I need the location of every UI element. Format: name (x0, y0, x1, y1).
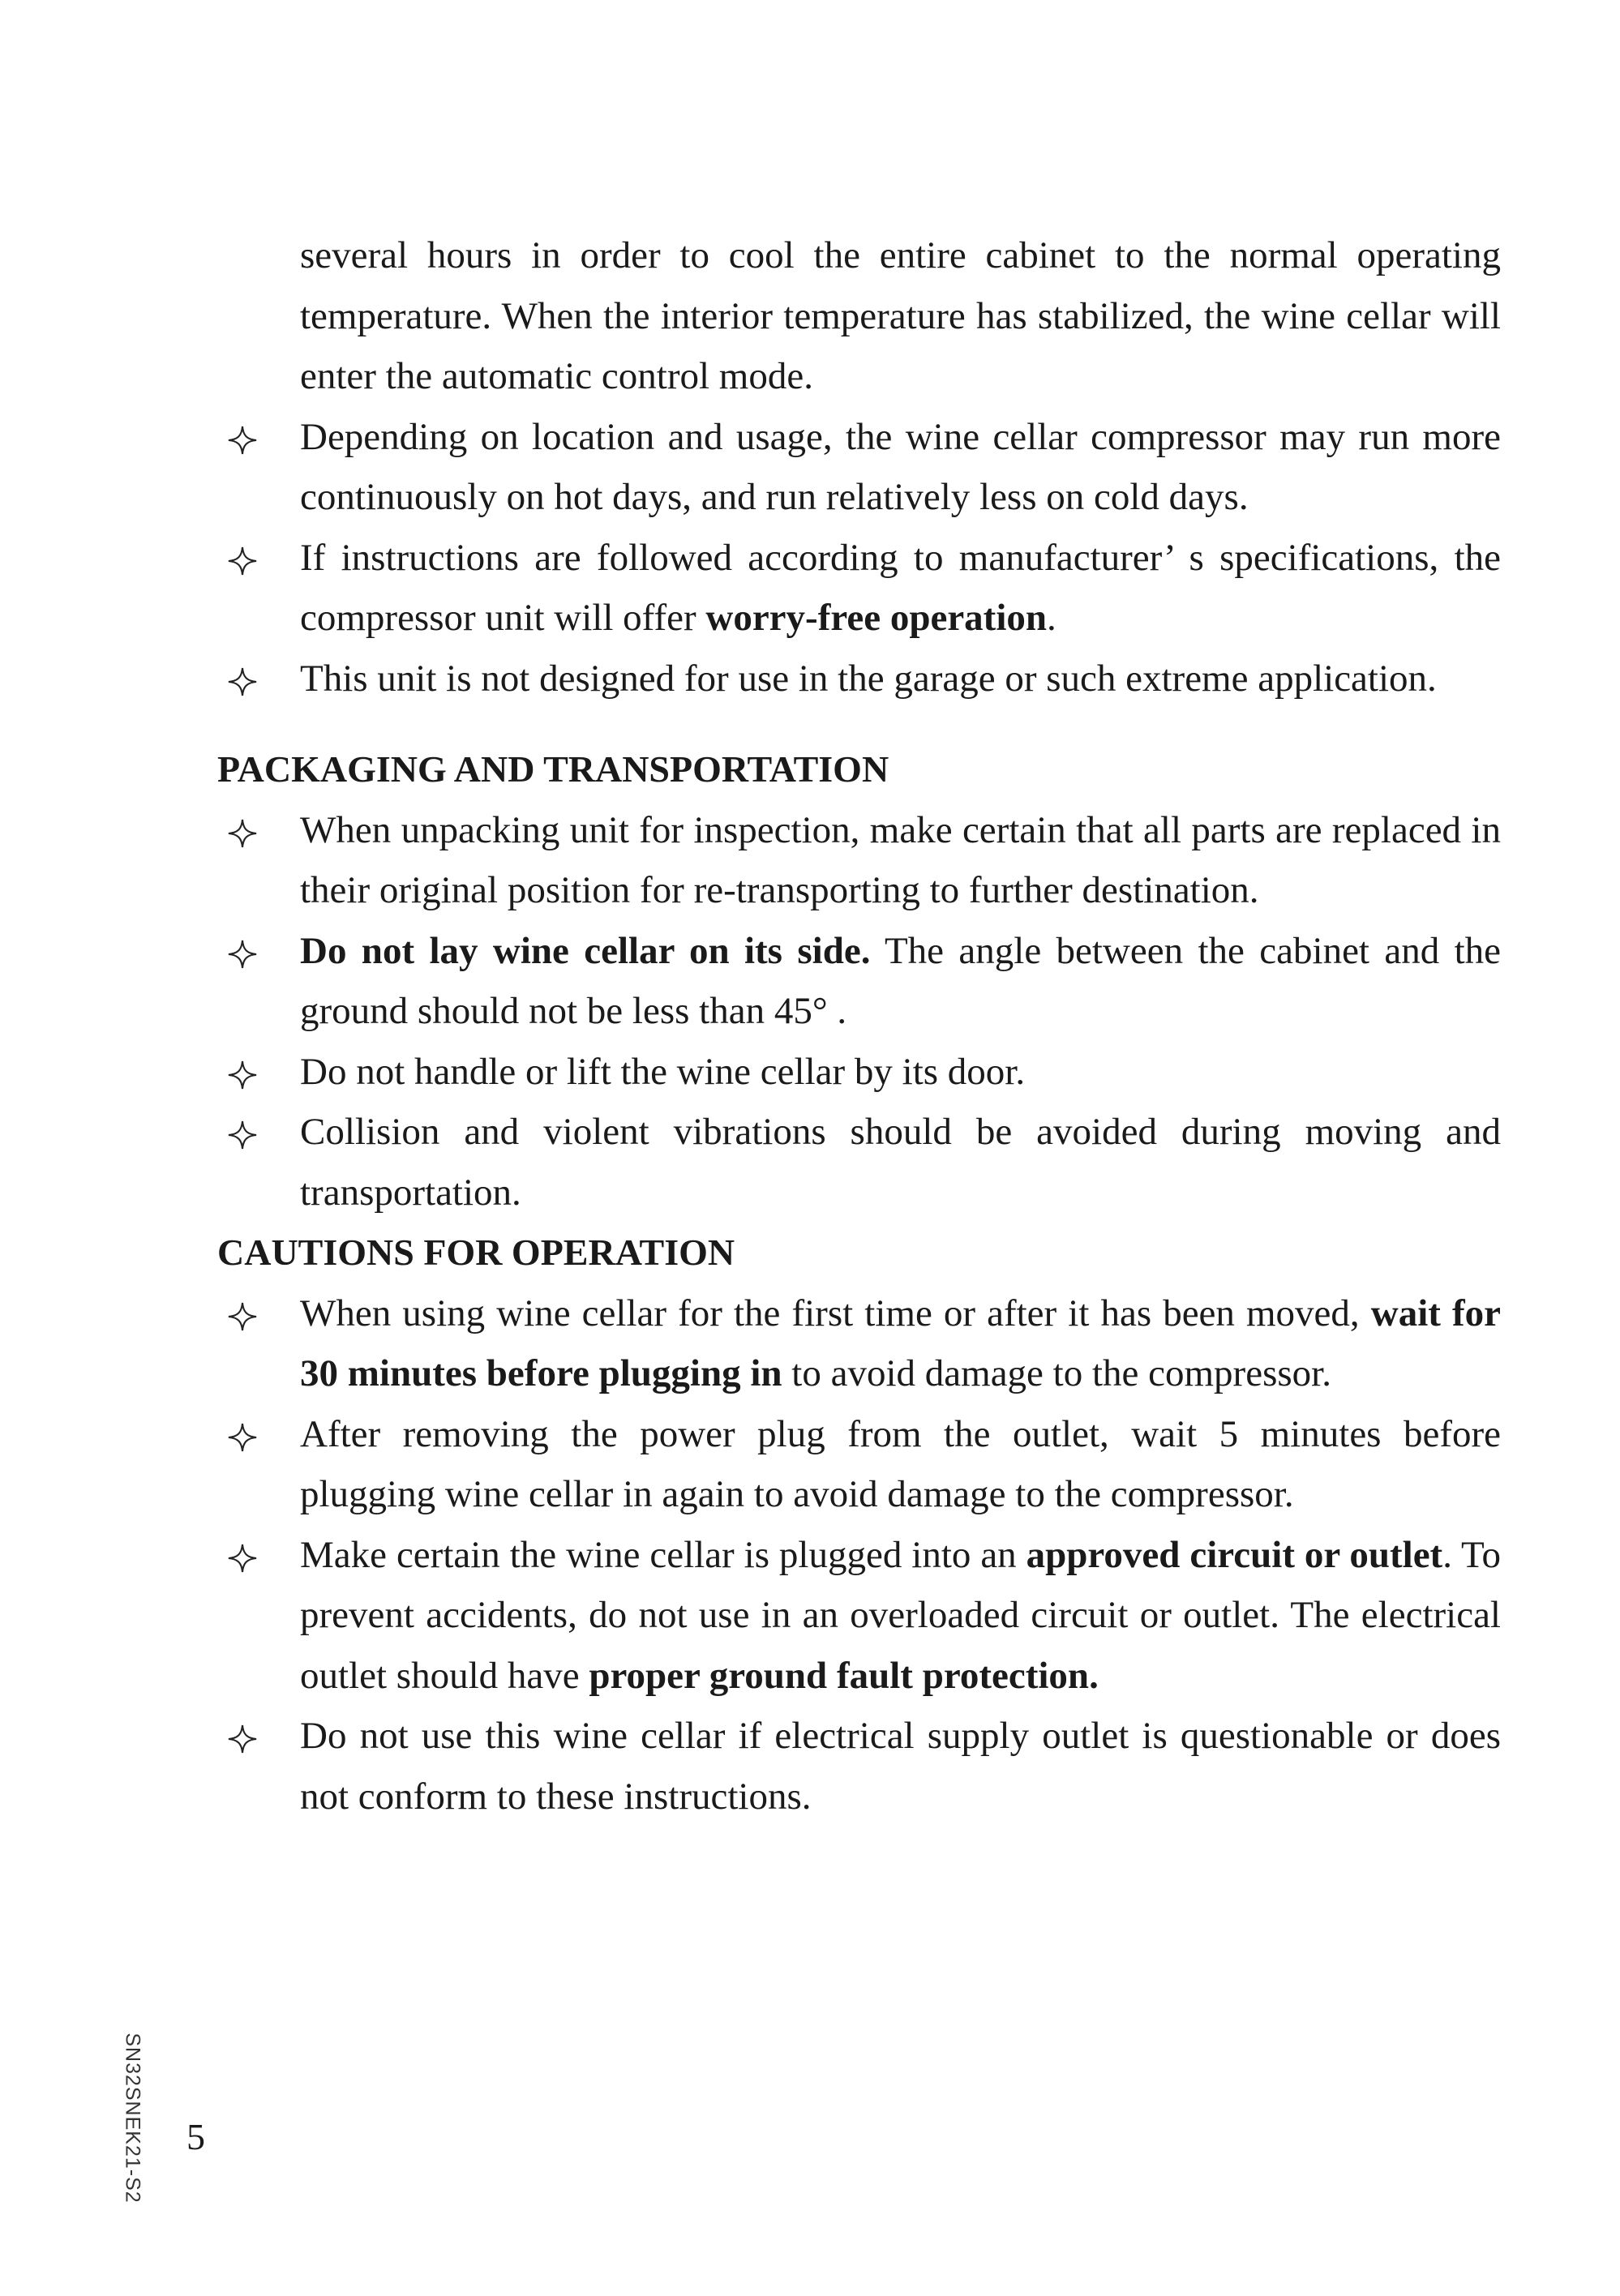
item-emphasis-2: proper ground fault protection. (589, 1654, 1099, 1697)
list-item (217, 1283, 1501, 1404)
star-bullet-icon (219, 1102, 268, 1162)
item-text-end: to avoid damage to the compressor. (782, 1352, 1331, 1394)
list-item (217, 407, 1501, 528)
list-item (217, 1042, 1501, 1103)
star-bullet-icon (219, 921, 268, 981)
list-item (217, 649, 1501, 709)
item-text: Depending on location and usage, the wine cellar compressor may run more continuously on hot days, and run relatively less on cold days. (300, 415, 1501, 518)
item-text: When using wine cellar for the first time or after it has been moved, (300, 1292, 1371, 1334)
list-item (217, 921, 1501, 1042)
section-heading-packaging: PACKAGING AND TRANSPORTATION (217, 748, 889, 790)
item-emphasis: wait for 30 minutes before plugging in (300, 1292, 1501, 1394)
item-text: When unpacking unit for inspection, make certain that all parts are replaced in their original position for re-transporting to further destination. (300, 808, 1501, 911)
item-text-end: The angle between the cabinet and the ground should not be less than 45° . (300, 929, 1501, 1032)
item-text-mid: . To prevent accidents, do not use in an overloaded circuit or outlet. The electrical outlet should have (300, 1533, 1501, 1697)
section-heading-cautions: CAUTIONS FOR OPERATION (217, 1232, 735, 1273)
item-emphasis: worry-free operation (705, 597, 1048, 639)
item-text: Collision and violent vibrations should be avoided during moving and transportation. (300, 1111, 1501, 1214)
item-text-end: . (1047, 597, 1056, 639)
list-item (217, 1102, 1501, 1223)
list-item (217, 528, 1501, 649)
star-bullet-icon (219, 407, 268, 467)
star-bullet-icon (219, 528, 268, 588)
item-text: Do not use this wine cellar if electrical supply outlet is questionable or does not conform to these instructions. (300, 1715, 1501, 1818)
list-item (217, 1404, 1501, 1525)
list-item (217, 800, 1501, 921)
page-number: 5 (186, 2116, 205, 2157)
list-item (217, 1706, 1501, 1827)
star-bullet-icon (219, 649, 268, 709)
document-code: SN32SNEK21-S2 (121, 2033, 144, 2204)
item-text: After removing the power plug from the outlet, wait 5 minutes before plugging wine cellar in again to avoid damage to the compressor. (300, 1412, 1501, 1515)
star-bullet-icon (219, 1525, 268, 1585)
list-item (217, 1525, 1501, 1707)
star-bullet-icon (219, 1404, 268, 1464)
star-bullet-icon (219, 1283, 268, 1343)
item-text: Do not handle or lift the wine cellar by its door. (300, 1050, 1026, 1093)
star-bullet-icon (219, 800, 268, 860)
item-text: This unit is not designed for use in the garage or such extreme application. (300, 657, 1437, 700)
page-content (217, 225, 1501, 1827)
item-text: Make certain the wine cellar is plugged into an (300, 1533, 1026, 1576)
star-bullet-icon (219, 1042, 268, 1102)
item-text: If instructions are followed according to manufacturer’ s specifications, the compressor unit will offer (300, 536, 1501, 639)
item-emphasis: approved circuit or outlet (1026, 1533, 1443, 1576)
item-emphasis: Do not lay wine cellar on its side. (300, 929, 871, 972)
star-bullet-icon (219, 1706, 268, 1766)
intro-continuation: several hours in order to cool the entire cabinet to the normal operating temperature. When the interior temperature has stabilized, the wine cellar will enter the automatic control mode. (300, 234, 1501, 397)
